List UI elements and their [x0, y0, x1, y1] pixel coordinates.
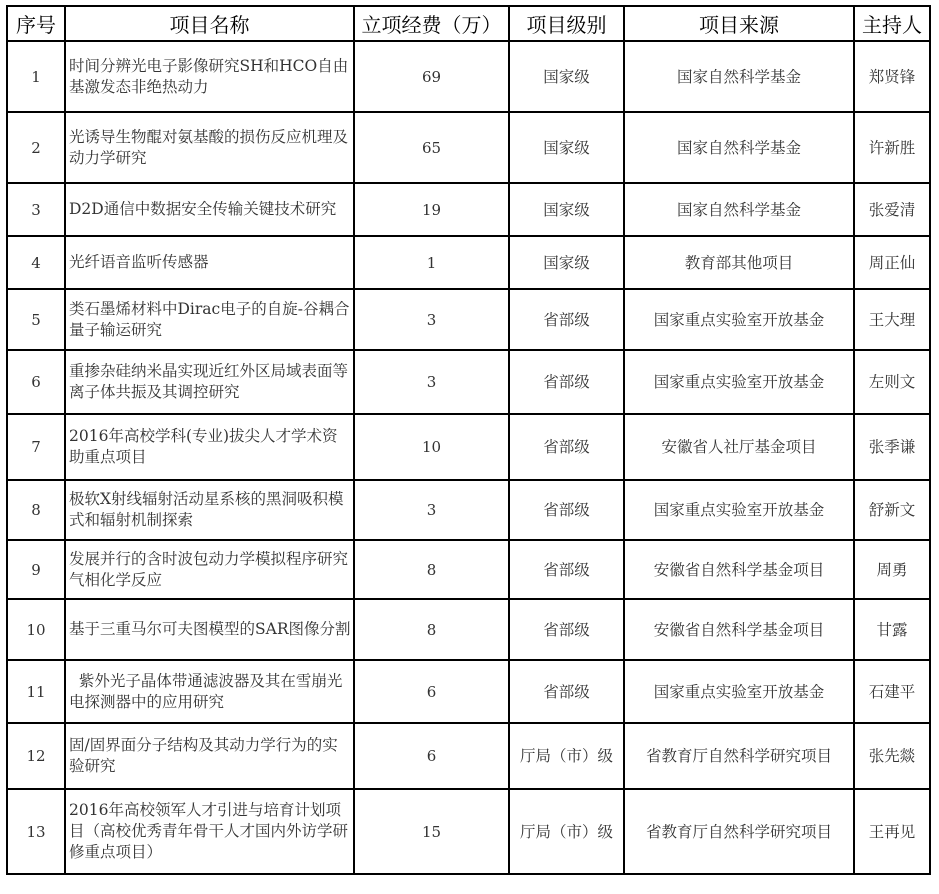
cell-no: 3: [7, 183, 65, 236]
cell-funding: 69: [354, 41, 509, 112]
projects-table: [6, 5, 931, 875]
cell-no: 5: [7, 289, 65, 350]
table-row: [7, 350, 930, 414]
cell-funding: 3: [354, 480, 509, 540]
cell-funding: 1: [354, 236, 509, 289]
cell-level: 国家级: [509, 183, 624, 236]
cell-no: 12: [7, 723, 65, 789]
cell-source: 教育部其他项目: [624, 236, 854, 289]
cell-funding: 8: [354, 599, 509, 660]
cell-no: 7: [7, 414, 65, 480]
cell-no: 6: [7, 350, 65, 414]
table-row: [7, 480, 930, 540]
cell-no: 2: [7, 112, 65, 183]
cell-leader: 左则文: [854, 350, 930, 414]
cell-funding: 6: [354, 660, 509, 723]
cell-project-name: D2D通信中数据安全传输关键技术研究: [65, 183, 354, 236]
cell-no: 8: [7, 480, 65, 540]
cell-project-name: 光诱导生物醌对氨基酸的损伤反应机理及动力学研究: [65, 112, 354, 183]
cell-level: 厅局（市）级: [509, 789, 624, 874]
cell-funding: 3: [354, 350, 509, 414]
cell-project-name: 基于三重马尔可夫图模型的SAR图像分割: [65, 599, 354, 660]
cell-level: 国家级: [509, 41, 624, 112]
cell-level: 省部级: [509, 350, 624, 414]
cell-funding: 65: [354, 112, 509, 183]
cell-funding: 10: [354, 414, 509, 480]
cell-leader: 张季谦: [854, 414, 930, 480]
header-level: 项目级别: [509, 6, 624, 41]
cell-project-name: 紫外光子晶体带通滤波器及其在雪崩光电探测器中的应用研究: [65, 660, 354, 723]
cell-source: 国家重点实验室开放基金: [624, 350, 854, 414]
header-row: [7, 6, 930, 41]
cell-no: 1: [7, 41, 65, 112]
cell-source: 省教育厅自然科学研究项目: [624, 789, 854, 874]
cell-source: 国家自然科学基金: [624, 41, 854, 112]
cell-level: 国家级: [509, 112, 624, 183]
table-row: [7, 789, 930, 874]
table-row: [7, 660, 930, 723]
cell-source: 安徽省自然科学基金项目: [624, 540, 854, 599]
cell-leader: 张爱清: [854, 183, 930, 236]
cell-leader: 王再见: [854, 789, 930, 874]
cell-level: 省部级: [509, 660, 624, 723]
table-row: [7, 183, 930, 236]
cell-funding: 6: [354, 723, 509, 789]
cell-funding: 3: [354, 289, 509, 350]
cell-project-name: 光纤语音监听传感器: [65, 236, 354, 289]
cell-project-name: 2016年高校学科(专业)拔尖人才学术资助重点项目: [65, 414, 354, 480]
cell-funding: 19: [354, 183, 509, 236]
cell-project-name: 极软X射线辐射活动星系核的黑洞吸积模式和辐射机制探索: [65, 480, 354, 540]
cell-leader: 石建平: [854, 660, 930, 723]
table-row: [7, 236, 930, 289]
header-name: 项目名称: [65, 6, 354, 41]
header-no: 序号: [7, 6, 65, 41]
cell-level: 省部级: [509, 599, 624, 660]
cell-project-name: 固/固界面分子结构及其动力学行为的实验研究: [65, 723, 354, 789]
header-leader: 主持人: [854, 6, 930, 41]
cell-source: 安徽省自然科学基金项目: [624, 599, 854, 660]
cell-no: 9: [7, 540, 65, 599]
cell-leader: 张先燚: [854, 723, 930, 789]
cell-source: 安徽省人社厅基金项目: [624, 414, 854, 480]
cell-source: 国家重点实验室开放基金: [624, 660, 854, 723]
cell-no: 13: [7, 789, 65, 874]
cell-level: 省部级: [509, 540, 624, 599]
table-row: [7, 414, 930, 480]
cell-leader: 甘露: [854, 599, 930, 660]
cell-funding: 15: [354, 789, 509, 874]
table-row: [7, 599, 930, 660]
header-funding: 立项经费（万）: [354, 6, 509, 41]
cell-project-name: 时间分辨光电子影像研究SH和HCO自由基激发态非绝热动力: [65, 41, 354, 112]
table-row: [7, 723, 930, 789]
cell-project-name: 类石墨烯材料中Dirac电子的自旋-谷耦合量子输运研究: [65, 289, 354, 350]
table-row: [7, 41, 930, 112]
cell-leader: 郑贤锋: [854, 41, 930, 112]
cell-source: 国家重点实验室开放基金: [624, 480, 854, 540]
cell-leader: 周勇: [854, 540, 930, 599]
cell-source: 国家重点实验室开放基金: [624, 289, 854, 350]
cell-project-name: 发展并行的含时波包动力学模拟程序研究气相化学反应: [65, 540, 354, 599]
cell-level: 厅局（市）级: [509, 723, 624, 789]
cell-leader: 舒新文: [854, 480, 930, 540]
cell-leader: 周正仙: [854, 236, 930, 289]
cell-level: 省部级: [509, 480, 624, 540]
cell-source: 省教育厅自然科学研究项目: [624, 723, 854, 789]
cell-level: 省部级: [509, 414, 624, 480]
cell-no: 4: [7, 236, 65, 289]
cell-project-name: 重掺杂硅纳米晶实现近红外区局域表面等离子体共振及其调控研究: [65, 350, 354, 414]
cell-level: 国家级: [509, 236, 624, 289]
table-row: [7, 112, 930, 183]
table-row: [7, 540, 930, 599]
header-source: 项目来源: [624, 6, 854, 41]
cell-no: 10: [7, 599, 65, 660]
cell-level: 省部级: [509, 289, 624, 350]
cell-source: 国家自然科学基金: [624, 112, 854, 183]
cell-funding: 8: [354, 540, 509, 599]
cell-leader: 王大理: [854, 289, 930, 350]
cell-no: 11: [7, 660, 65, 723]
cell-source: 国家自然科学基金: [624, 183, 854, 236]
cell-leader: 许新胜: [854, 112, 930, 183]
cell-project-name: 2016年高校领军人才引进与培育计划项目（高校优秀青年骨干人才国内外访学研修重点项目）: [65, 789, 354, 874]
table-row: [7, 289, 930, 350]
